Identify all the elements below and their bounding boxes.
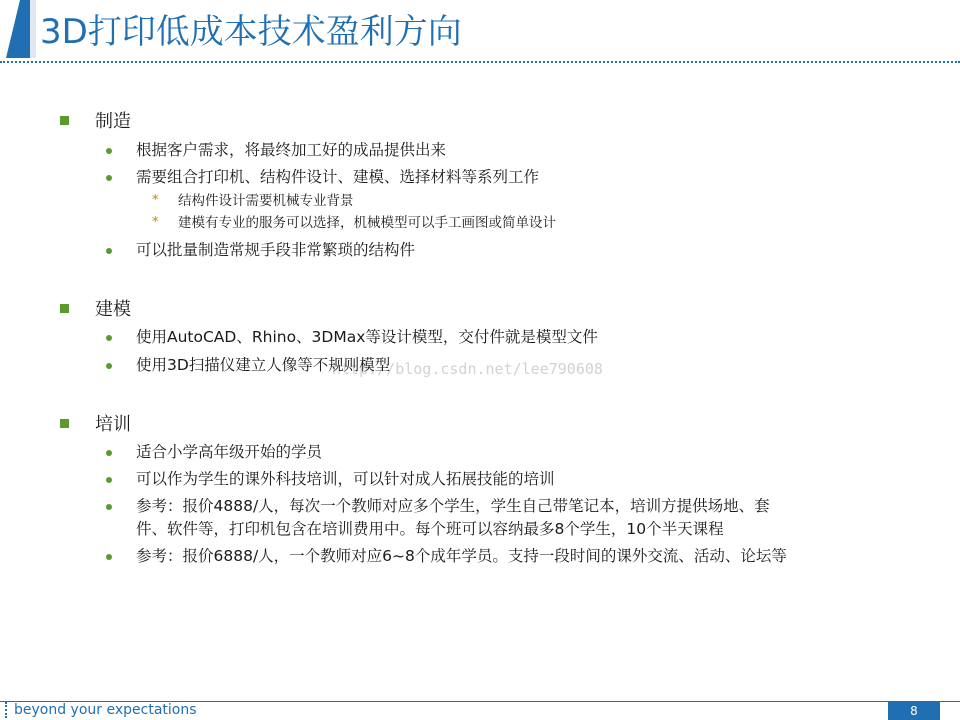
dot-bullet-icon — [106, 504, 112, 510]
asterisk-bullet-icon: * — [152, 215, 159, 230]
list-item-text: 使用3D扫描仪建立人像等不规则模型 — [136, 356, 391, 374]
list-item-text: 参考：报价4888/人，每次一个教师对应多个学生，学生自己带笔记本，培训方提供场地、套 — [136, 497, 770, 515]
watermark: http://blog.csdn.net/lee790608 — [332, 360, 603, 378]
list-item-text: 需要组合打印机、结构件设计、建模、选择材料等系列工作 — [136, 168, 540, 186]
list-item-text: 可以批量制造常规手段非常繁琐的结构件 — [136, 241, 416, 259]
slide-title: 3D打印低成本技术盈利方向 — [40, 12, 462, 52]
list-item-text: 可以作为学生的课外科技培训，可以针对成人拓展技能的培训 — [136, 470, 555, 488]
section-heading-label: 培训 — [95, 414, 131, 435]
dot-bullet-icon — [106, 175, 112, 181]
page-number: 8 — [888, 702, 940, 720]
list-item-text: 参考：报价6888/人，一个教师对应6~8个成年学员。支持一段时间的课外交流、活动、论坛等 — [136, 547, 787, 565]
square-bullet-icon — [60, 116, 69, 125]
sub-list-item-text: 建模有专业的服务可以选择，机械模型可以手工画图或简单设计 — [178, 215, 556, 231]
dot-bullet-icon — [106, 477, 112, 483]
sub-list-item-text: 结构件设计需要机械专业背景 — [178, 193, 354, 209]
asterisk-bullet-icon: * — [152, 193, 159, 208]
section-heading-training — [60, 413, 131, 437]
square-bullet-icon — [60, 419, 69, 428]
list-item-text: 根据客户需求，将最终加工好的成品提供出来 — [136, 141, 447, 159]
square-bullet-icon — [60, 304, 69, 313]
dot-bullet-icon — [106, 335, 112, 341]
section-heading-label: 制造 — [95, 111, 131, 132]
section-heading-manufacturing — [60, 110, 131, 134]
list-item-text: 使用AutoCAD、Rhino、3DMax等设计模型，交付件就是模型文件 — [136, 328, 598, 346]
list-item-text: 件、软件等，打印机包含在培训费用中。每个班可以容纳最多8个学生，10个半天课程 — [136, 520, 724, 538]
footer-accent-mark — [5, 702, 11, 718]
footer-tagline: beyond your expectations — [14, 702, 197, 718]
list-item-text: 适合小学高年级开始的学员 — [136, 443, 323, 461]
section-heading-label: 建模 — [95, 299, 131, 320]
dot-bullet-icon — [106, 363, 112, 369]
dot-bullet-icon — [106, 554, 112, 560]
dot-bullet-icon — [106, 450, 112, 456]
section-heading-modeling — [60, 298, 131, 322]
dot-bullet-icon — [106, 248, 112, 254]
dot-bullet-icon — [106, 148, 112, 154]
